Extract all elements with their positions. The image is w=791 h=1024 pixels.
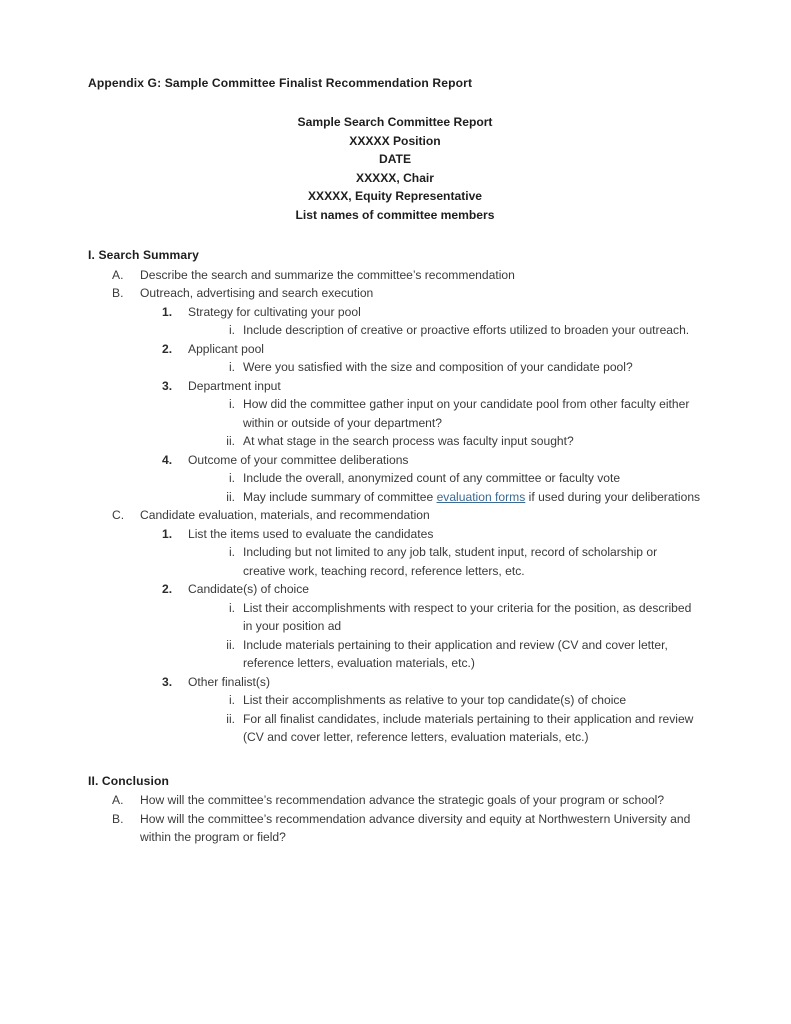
outline-marker: i. xyxy=(228,471,235,485)
outline-marker: ii. xyxy=(226,711,235,726)
outline-text: At what stage in the search process was faculty input sought? xyxy=(243,434,574,448)
outline-text-before-link: May include summary of committee xyxy=(243,489,437,504)
outline-item-roman xyxy=(88,432,702,451)
title-line-date: DATE xyxy=(378,152,412,167)
outline-text xyxy=(243,488,702,507)
title-line-report-name: Sample Search Committee Report xyxy=(297,115,493,129)
outline-text: Were you satisfied with the size and composition of your candidate pool? xyxy=(243,360,633,374)
appendix-title: Appendix G: Sample Committee Finalist Recommendation Report xyxy=(88,76,473,90)
outline-text: Candidate evaluation, materials, and recommendation xyxy=(140,508,430,522)
outline-marker: i. xyxy=(228,360,235,374)
outline-marker: ii. xyxy=(226,434,235,448)
outline-marker: i. xyxy=(228,600,235,615)
outline-marker: i. xyxy=(228,693,235,707)
outline-text: List their accomplishments with respect to your criteria for the position, as described in your position ad xyxy=(243,600,692,633)
outline-marker: 4. xyxy=(162,452,173,467)
outline-text: Include description of creative or proactive efforts utilized to broaden your outreach. xyxy=(243,323,690,337)
outline-item-number xyxy=(88,525,702,544)
outline-marker: A. xyxy=(112,267,124,282)
outline-marker: 2. xyxy=(162,341,173,356)
outline-marker: ii. xyxy=(226,637,235,652)
outline-item-roman xyxy=(88,599,702,636)
outline-marker: 2. xyxy=(162,582,173,596)
outline-marker: 1. xyxy=(162,526,173,541)
outline-item-alpha xyxy=(88,284,702,303)
outline-text: Including but not limited to any job talk, student input, record of scholarship or creative work, teaching record, reference letters, etc. xyxy=(243,545,658,578)
outline-item-number xyxy=(88,580,702,599)
outline-marker: B. xyxy=(112,811,124,826)
title-line-equity-rep: XXXXX, Equity Representative xyxy=(307,189,483,204)
outline-text: Strategy for cultivating your pool xyxy=(188,304,361,319)
outline-marker: ii. xyxy=(226,489,235,504)
outline-marker: 1. xyxy=(162,304,173,319)
outline-text: Include materials pertaining to their application and review (CV and cover letter, reference letters, evaluation materials, etc.) xyxy=(243,637,668,670)
outline-item-roman xyxy=(88,636,702,673)
outline-item-roman xyxy=(88,321,702,340)
outline-text: Department input xyxy=(188,378,281,393)
outline-item-alpha xyxy=(88,791,702,810)
outline-item-roman xyxy=(88,469,702,488)
title-line-members: List names of committee members xyxy=(295,208,495,223)
outline-item-number xyxy=(88,451,702,470)
outline-text: Include the overall, anonymized count of any committee or faculty vote xyxy=(243,471,621,485)
outline-text: List the items used to evaluate the candidates xyxy=(188,526,434,541)
outline-text: Outcome of your committee deliberations xyxy=(188,452,409,467)
outline-item-alpha xyxy=(88,506,702,525)
outline-item-roman xyxy=(88,488,702,507)
outline-text: List their accomplishments as relative to your top candidate(s) of choice xyxy=(243,693,627,707)
outline-text-after-link: if used during your deliberations xyxy=(525,489,701,504)
outline-marker: B. xyxy=(112,286,124,300)
outline-marker: i. xyxy=(228,323,235,337)
outline-item-number xyxy=(88,673,702,692)
outline-marker: 3. xyxy=(162,674,173,689)
outline-marker: A. xyxy=(112,793,124,807)
evaluation-forms-link[interactable]: evaluation forms xyxy=(436,489,526,504)
outline-text: Candidate(s) of choice xyxy=(188,582,310,596)
title-line-position: XXXXX Position xyxy=(349,133,441,148)
outline-item-number xyxy=(88,303,702,322)
outline-item-number xyxy=(88,340,702,359)
outline-text: For all finalist candidates, include materials pertaining to their application and review (CV and cover letter, reference letters, evaluation materials, etc.) xyxy=(243,711,694,744)
outline-item-roman xyxy=(88,691,702,710)
outline-item-alpha xyxy=(88,266,702,285)
title-line-chair: XXXXX, Chair xyxy=(356,170,434,185)
outline-item-number xyxy=(88,377,702,396)
outline-text: Applicant pool xyxy=(188,341,264,356)
outline-text: Outreach, advertising and search execution xyxy=(140,286,374,300)
section-heading: II. Conclusion xyxy=(88,773,169,788)
outline-item-roman xyxy=(88,358,702,377)
outline-item-alpha xyxy=(88,810,702,847)
outline-item-roman xyxy=(88,543,702,580)
outline-item-roman xyxy=(88,395,702,432)
outline-marker: i. xyxy=(228,397,235,411)
outline-body xyxy=(88,246,702,847)
outline-marker: i. xyxy=(228,545,235,559)
outline-text: How will the committee’s recommendation advance the strategic goals of your program or school? xyxy=(140,793,665,807)
section-heading: I. Search Summary xyxy=(88,248,199,262)
outline-marker: 3. xyxy=(162,378,173,393)
report-title-block xyxy=(88,113,702,225)
outline-text: How will the committee’s recommendation advance diversity and equity at Northwestern University and within the program or field? xyxy=(140,811,691,844)
outline-text: Describe the search and summarize the committee’s recommendation xyxy=(140,267,515,282)
outline-text: Other finalist(s) xyxy=(188,674,270,689)
outline-text: How did the committee gather input on your candidate pool from other faculty either within or outside of your department? xyxy=(243,397,690,430)
outline-item-roman xyxy=(88,710,702,747)
outline-marker: C. xyxy=(112,508,125,522)
